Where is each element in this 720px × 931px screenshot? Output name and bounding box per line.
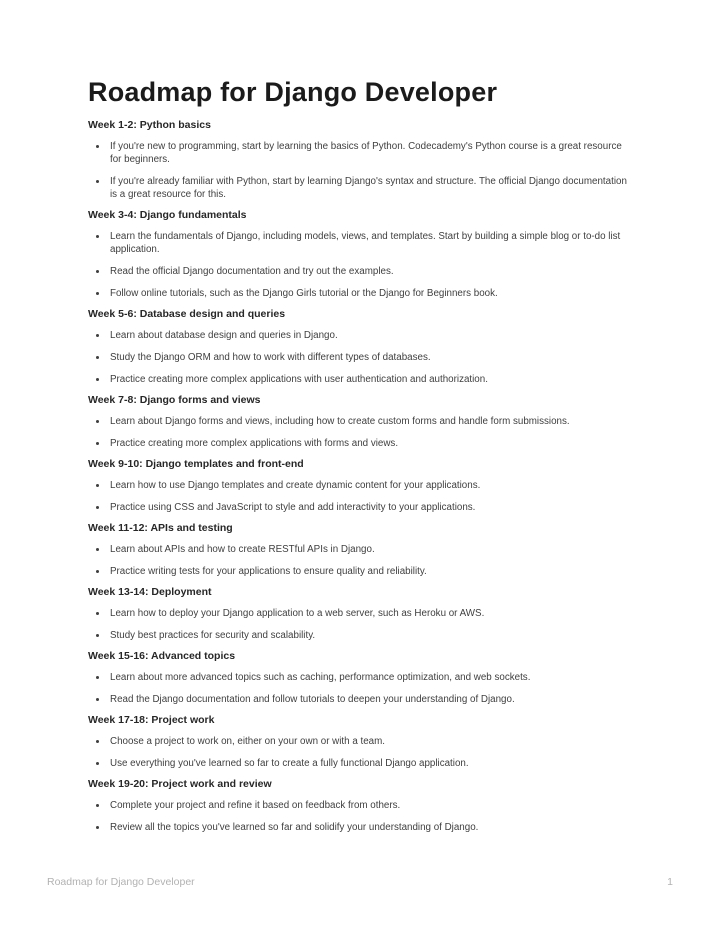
bullet-item: • Learn how to deploy your Django application to a web server, such as Heroku or AWS. xyxy=(108,607,633,620)
bullet-list xyxy=(88,479,633,514)
page-footer xyxy=(47,876,673,889)
bullet-list xyxy=(88,329,633,386)
bullet-item: • Read the Django documentation and follow tutorials to deepen your understanding of Django. xyxy=(108,693,633,706)
section-heading: Week 13-14: Deployment xyxy=(88,586,212,598)
bullet-item: • If you're new to programming, start by learning the basics of Python. Codecademy's Python course is a great resource for beginners. xyxy=(108,140,633,166)
bullet-item: • Study best practices for security and scalability. xyxy=(108,629,633,642)
section-heading: Week 15-16: Advanced topics xyxy=(88,650,236,662)
bullet-list xyxy=(88,415,633,450)
section-heading: Week 9-10: Django templates and front-end xyxy=(88,458,304,470)
bullet-item: • Learn about more advanced topics such as caching, performance optimization, and web sockets. xyxy=(108,671,633,684)
document-content xyxy=(88,78,633,843)
footer-page-number: 1 xyxy=(667,876,673,888)
section-heading: Week 5-6: Database design and queries xyxy=(88,308,286,320)
bullet-list xyxy=(88,671,633,706)
bullet-item: • Practice using CSS and JavaScript to style and add interactivity to your applications. xyxy=(108,501,633,514)
bullet-item: • Practice creating more complex applications with user authentication and authorization. xyxy=(108,373,633,386)
section-heading: Week 7-8: Django forms and views xyxy=(88,394,261,406)
bullet-item: • Learn about database design and queries in Django. xyxy=(108,329,633,342)
bullet-list xyxy=(88,140,633,201)
section-heading: Week 11-12: APIs and testing xyxy=(88,522,233,534)
section-heading: Week 17-18: Project work xyxy=(88,714,215,726)
bullet-item: • Learn about Django forms and views, including how to create custom forms and handle form submissions. xyxy=(108,415,633,428)
bullet-item: • Follow online tutorials, such as the Django Girls tutorial or the Django for Beginners book. xyxy=(108,287,633,300)
bullet-item: • Read the official Django documentation and try out the examples. xyxy=(108,265,633,278)
bullet-list xyxy=(88,607,633,642)
bullet-item: • Choose a project to work on, either on your own or with a team. xyxy=(108,735,633,748)
bullet-list xyxy=(88,230,633,300)
footer-document-title: Roadmap for Django Developer xyxy=(47,876,195,888)
sections xyxy=(88,120,633,834)
bullet-list xyxy=(88,799,633,834)
section-heading: Week 3-4: Django fundamentals xyxy=(88,209,247,221)
section-heading: Week 1-2: Python basics xyxy=(88,119,211,131)
bullet-item: • Complete your project and refine it based on feedback from others. xyxy=(108,799,633,812)
bullet-item: • Review all the topics you've learned so far and solidify your understanding of Django. xyxy=(108,821,633,834)
bullet-item: • Learn the fundamentals of Django, including models, views, and templates. Start by building a simple blog or to-do list application. xyxy=(108,230,633,256)
section-heading: Week 19-20: Project work and review xyxy=(88,778,272,790)
bullet-item: • Practice creating more complex applications with forms and views. xyxy=(108,437,633,450)
bullet-item: • Practice writing tests for your applications to ensure quality and reliability. xyxy=(108,565,633,578)
bullet-item: • Learn about APIs and how to create RESTful APIs in Django. xyxy=(108,543,633,556)
bullet-list xyxy=(88,543,633,578)
bullet-item: • Use everything you've learned so far to create a fully functional Django application. xyxy=(108,757,633,770)
bullet-item: • Study the Django ORM and how to work with different types of databases. xyxy=(108,351,633,364)
bullet-item: • Learn how to use Django templates and create dynamic content for your applications. xyxy=(108,479,633,492)
bullet-list xyxy=(88,735,633,770)
bullet-item: • If you're already familiar with Python, start by learning Django's syntax and structure. The official Django documentation is a great resource for this. xyxy=(108,175,633,201)
document-title: Roadmap for Django Developer xyxy=(88,77,498,107)
